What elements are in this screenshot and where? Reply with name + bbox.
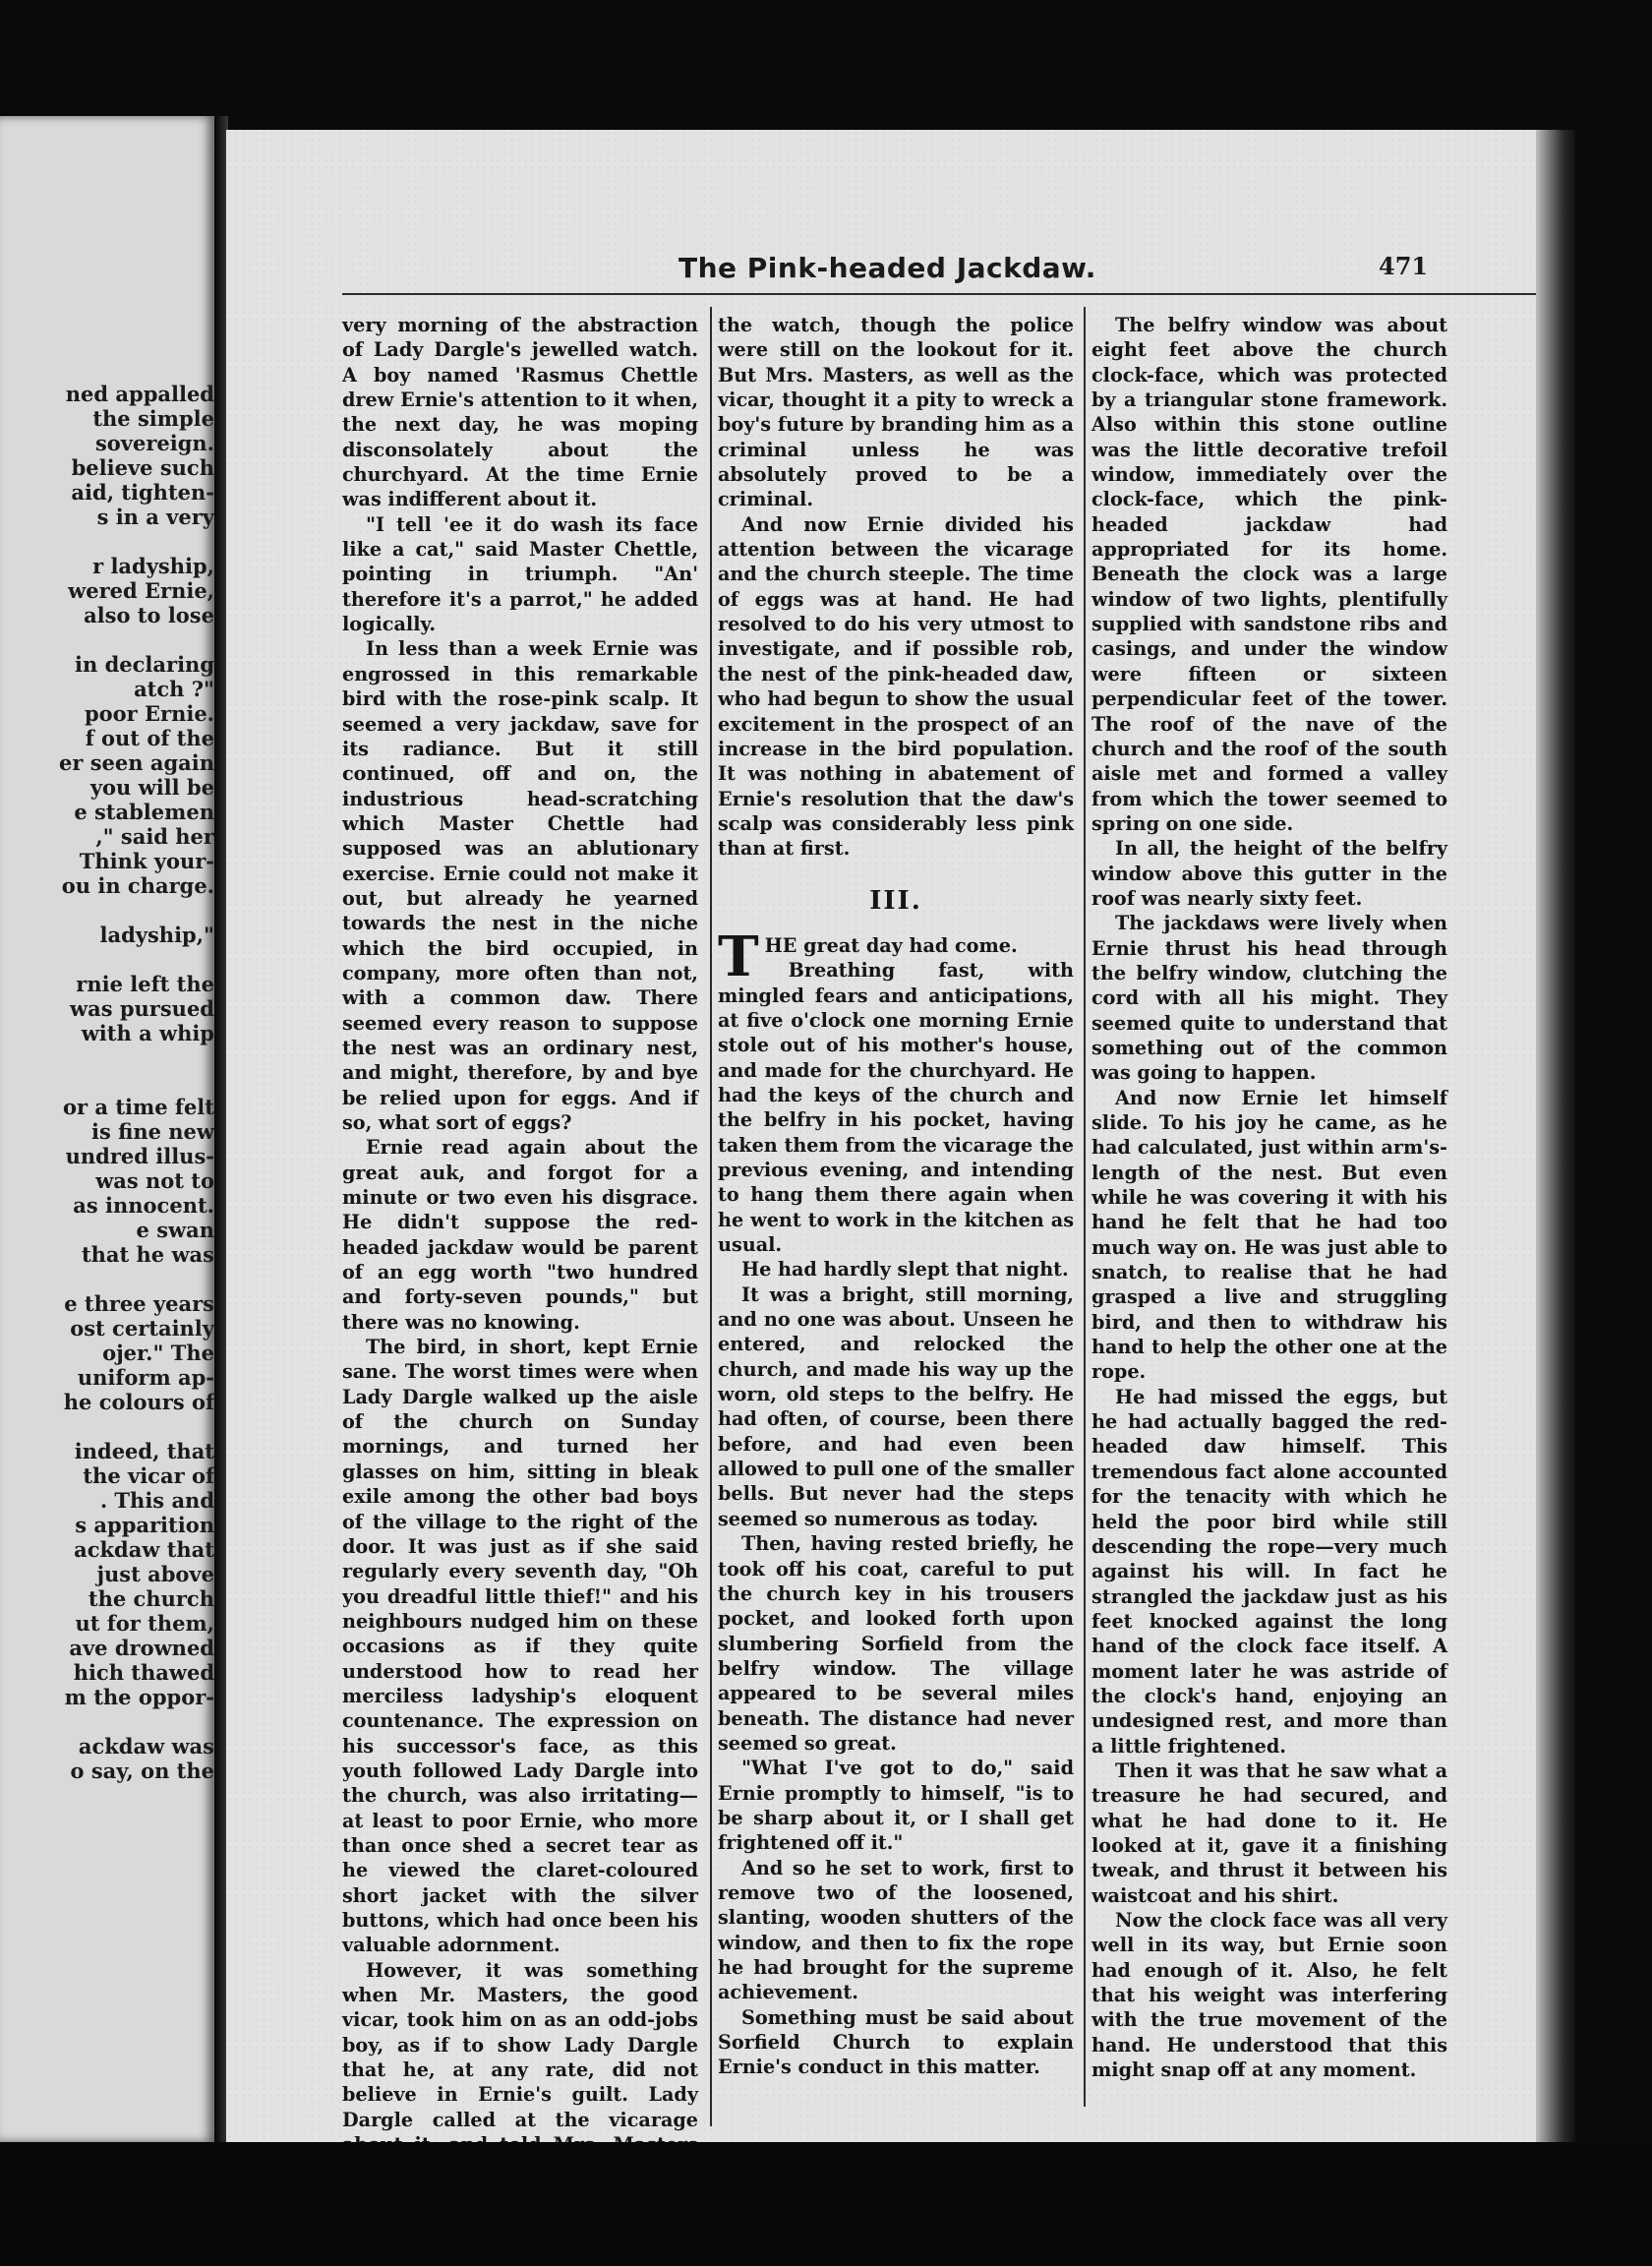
paragraph: Then it was that he saw what a treasure he had secured, and what he had done to it. He looked at it, gave it a finishing tweak, and thrust it between his waistcoat and his shirt. [1092,1759,1447,1907]
left-page-line: e stablemen [74,800,214,824]
left-page-line: undred illus- [65,1144,214,1168]
paragraph: And now Ernie divided his attention between the vicarage and the church steeple. The time of eggs was at hand. He had resolved to do his very utmost to investigate, and if possible rob, the nest of the pink-headed daw, who had begun to show the usual excitement in the prospect of an increase in the bird population. It was nothing in abatement of Ernie's resolution that the daw's scalp was considerably less pink than at first. [718,512,1074,861]
column-1 [342,313,698,2232]
left-page-line: believe such [71,455,214,480]
left-page-line: the church [88,1586,214,1611]
paragraph: He had hardly slept that night. [741,1258,1069,1282]
left-page-line: or a time felt [63,1095,214,1119]
paragraph: In less than a week Ernie was engrossed in this remarkable bird with the rose-pink scalp. It seemed a very jackdaw, save for its radiance. But it still continued, off and on, the industrious head-scratching which Master Chettle had supposed was an ablutionary exercise. Ernie could not make it out, but already he yearned towards the nest in the niche which the bird occupied, in company, more often than not, with a common daw. There seemed every reason to suppose the nest was an ordinary nest, and might, therefore, by and bye be relied upon for eggs. And if so, what sort of eggs? [342,637,698,1134]
left-page-line: in declaring [75,652,214,677]
left-page-line: m the oppor- [64,1685,214,1709]
paragraph: It was a bright, still morning, and no one was about. Unseen he entered, and relocked the church, and made his way up the worn, old steps to the belfry. He had often, of course, been there before, and had even been allowed to pull one of the smaller bells. But never had the steps seemed so numerous as today. [718,1282,1074,1530]
left-page-line: poor Ernie. [84,701,214,726]
paragraph: Breathing fast, with mingled fears and anticipations, at five o'clock one morning Ernie stole out of his mother's house, and made for the churchyard. He had the keys of the church and the belfry in his pocket, having taken them from the vicarage the previous evening, and intending to hang them there again when he went to work in the kitchen as usual. [718,959,1074,1257]
paragraph: The bird, in short, kept Ernie sane. The worst times were when Lady Dargle walked up the aisle of the church on Sunday mornings, and turned her glasses on him, sitting in bleak exile among the other bad boys of the village to the right of the door. It was just as if she said regularly every seventh day, "Oh you dreadful little thief!" and his neighbours nudged him on these occasions as if they quite understood how to read her merciless ladyship's eloquent countenance. The expression on his successor's face, as this youth followed Lady Dargle into the church, was also irritating—at least to poor Ernie, who more than once shed a secret tear as he viewed the claret-coloured short jacket with the silver buttons, which had once been his valuable adornment. [342,1336,698,1957]
paragraph: "What I've got to do," said Ernie promptly to himself, "is to be sharp about it, or I shall get frightened off it." [718,1757,1074,1855]
paragraph: The jackdaws were lively when Ernie thrust his head through the belfry window, clutching the cord with all his might. They seemed quite to understand that something out of the common was going to happen. [1092,912,1447,1085]
column-2 [718,313,1074,2080]
left-page-line: as innocent. [73,1193,214,1218]
left-page-line: was pursued [70,996,214,1021]
left-page-line: o say, on the [70,1759,214,1783]
page-number: 471 [1379,252,1429,280]
paragraph: Now the clock face was all very well in its way, but Ernie soon had enough of it. Also, he felt that his weight was interfering with the true movement of the hand. He understood that this might snap off at any moment. [1092,1909,1447,2082]
left-page-line: er seen again [58,750,214,775]
paragraph: The belfry window was about eight feet above the church clock-face, which was protected by a triangular stone framework. Also within this stone outline was the little decorative trefoil window, immediately over the clock-face, which the pink-headed jackdaw had appropriated for its home. Beneath the clock was a large window of two lights, plentifully supplied with sandstone ribs and casings, and under the window were fifteen or sixteen perpendicular feet of the tower. The roof of the nave of the church and the roof of the south aisle met and formed a valley from which the tower seemed to spring on one side. [1092,314,1447,835]
scan-background [0,2142,1652,2266]
left-page-line: f out of the [85,726,214,750]
left-page-line: you will be [89,775,214,800]
paragraph: However, it was something when Mr. Masters, the good vicar, took him on as an odd-jobs boy, as if to show Lady Dargle that he, at any rate, did not believe in Ernie's guilt. Lady Dargle called at the vicarage [342,1958,698,2131]
paragraph: "I tell 'ee it do wash its face like a cat," said Master Chettle, pointing in triumph. "An' therefore it's a parrot," he added logically. [342,512,698,636]
left-page-line: ojer." The [102,1341,214,1365]
column-divider [1084,307,1086,2107]
left-page-line: s apparition [75,1513,214,1537]
left-page-line: just above [96,1562,214,1586]
paragraph: very morning of the abstraction of Lady Dargle's jewelled watch. A boy named 'Rasmus Chettle drew Ernie's attention to it when, the next day, he was moping disconsolately about the churchyard. At the time Ernie was indifferent about it. [342,314,698,511]
left-page-line: with a whip [81,1021,214,1045]
left-page-line: rnie left the [76,972,214,996]
paragraph: In all, the height of the belfry window above this gutter in the roof was nearly sixty feet. [1092,837,1447,910]
paragraph: And so he set to work, first to remove two of the loosened, slanting, wooden shutters of the window, and then to fix the rope he had brought for the supreme achievement. [718,1856,1074,2004]
left-page-line: e swan [136,1218,214,1242]
left-page-line: aid, tighten- [71,480,214,505]
left-page-line: indeed, that [74,1439,214,1463]
left-page-line: also to lose [84,603,214,627]
left-page-line: ," said her [95,824,214,849]
opening-line: HE great day had come. [764,933,1018,957]
right-page [226,130,1536,2142]
paragraph: Ernie read again about the great auk, and forgot for a minute or two even his disgrace. He didn't suppose the red-headed jackdaw would be parent of an egg worth "two hundred and forty-seven pounds," but there was no knowing. [342,1136,698,1334]
paragraph: He had missed the eggs, but he had actually bagged the red-headed daw himself. This tremendous fact alone accounted for the tenacity with which he held the poor bird while still descending the rope—very much against his will. In fact he strangled the jackdaw just as his feet knocked against the long hand of the clock face itself. A moment later he was astride of the clock's hand, enjoying an undesigned rest, and more than a little frightened. [1092,1385,1447,1758]
left-page-line: was not to [95,1168,214,1193]
left-page-line: Think your- [79,849,214,873]
left-page-line: the vicar of [83,1463,214,1488]
running-title: The Pink-headed Jackdaw. [678,252,1096,284]
paragraph: the watch, though the police were still on the lookout for it. But Mrs. Masters, as well as the vicar, thought it a pity to wreck a boy's future by branding him as a criminal unless he was absolutely proved to be a criminal. [718,314,1074,511]
left-page-line: that he was [81,1242,214,1267]
drop-cap: T [718,924,759,989]
header-rule [342,293,1546,295]
left-page-line: the simple [92,406,214,431]
column-3 [1092,313,1447,2082]
left-page-line: ou in charge. [61,873,214,898]
left-page-line: hich thawed [73,1660,214,1685]
left-page-line: ost certainly [70,1316,214,1341]
left-page-line: he colours of [63,1390,214,1414]
paragraph: Then, having rested briefly, he took off his coat, careful to put the church key in his trousers pocket, and looked forth upon slumbering Sorfield from the belfry window. The village appeared to be several miles beneath. The distance had never seemed so great. [718,1532,1074,1755]
page-edge-shadow [1536,130,1575,2142]
left-page-line: ned appalled [65,382,214,406]
left-page-line: wered Ernie, [68,578,214,603]
left-page-line: ave drowned [69,1636,214,1660]
left-page-line: ackdaw that [74,1537,214,1562]
left-page-line: ut for them, [75,1611,214,1636]
left-page-line: uniform ap- [77,1365,214,1390]
left-page-line: ladyship," [99,923,214,947]
left-page-line: ackdaw was [78,1734,214,1759]
column-divider [710,307,712,2126]
left-page-line: is fine new [90,1119,214,1144]
section-number: III. [869,885,922,916]
left-page-line: . This and [99,1488,214,1513]
left-page-line: sovereign. [94,431,214,455]
left-page-line: s in a very [96,505,214,529]
paragraph: Something must be said about Sorfield Church to explain Ernie's conduct in this matter. [718,2005,1074,2079]
section-opening [718,924,1074,989]
left-page-fragment [0,116,214,2142]
paragraph: And now Ernie let himself slide. To his joy he came, as he had calculated, just within arm's-length of the nest. But even while he was covering it with his hand he felt that he had too much way on. He was just able to snatch, to realise that he had grasped a live and struggling bird, and then to withdraw his hand to help the other one at the rope. [1092,1086,1447,1384]
left-page-line: r ladyship, [92,554,214,578]
left-page-line: atch ?" [134,677,214,701]
left-page-line: e three years [64,1291,214,1316]
